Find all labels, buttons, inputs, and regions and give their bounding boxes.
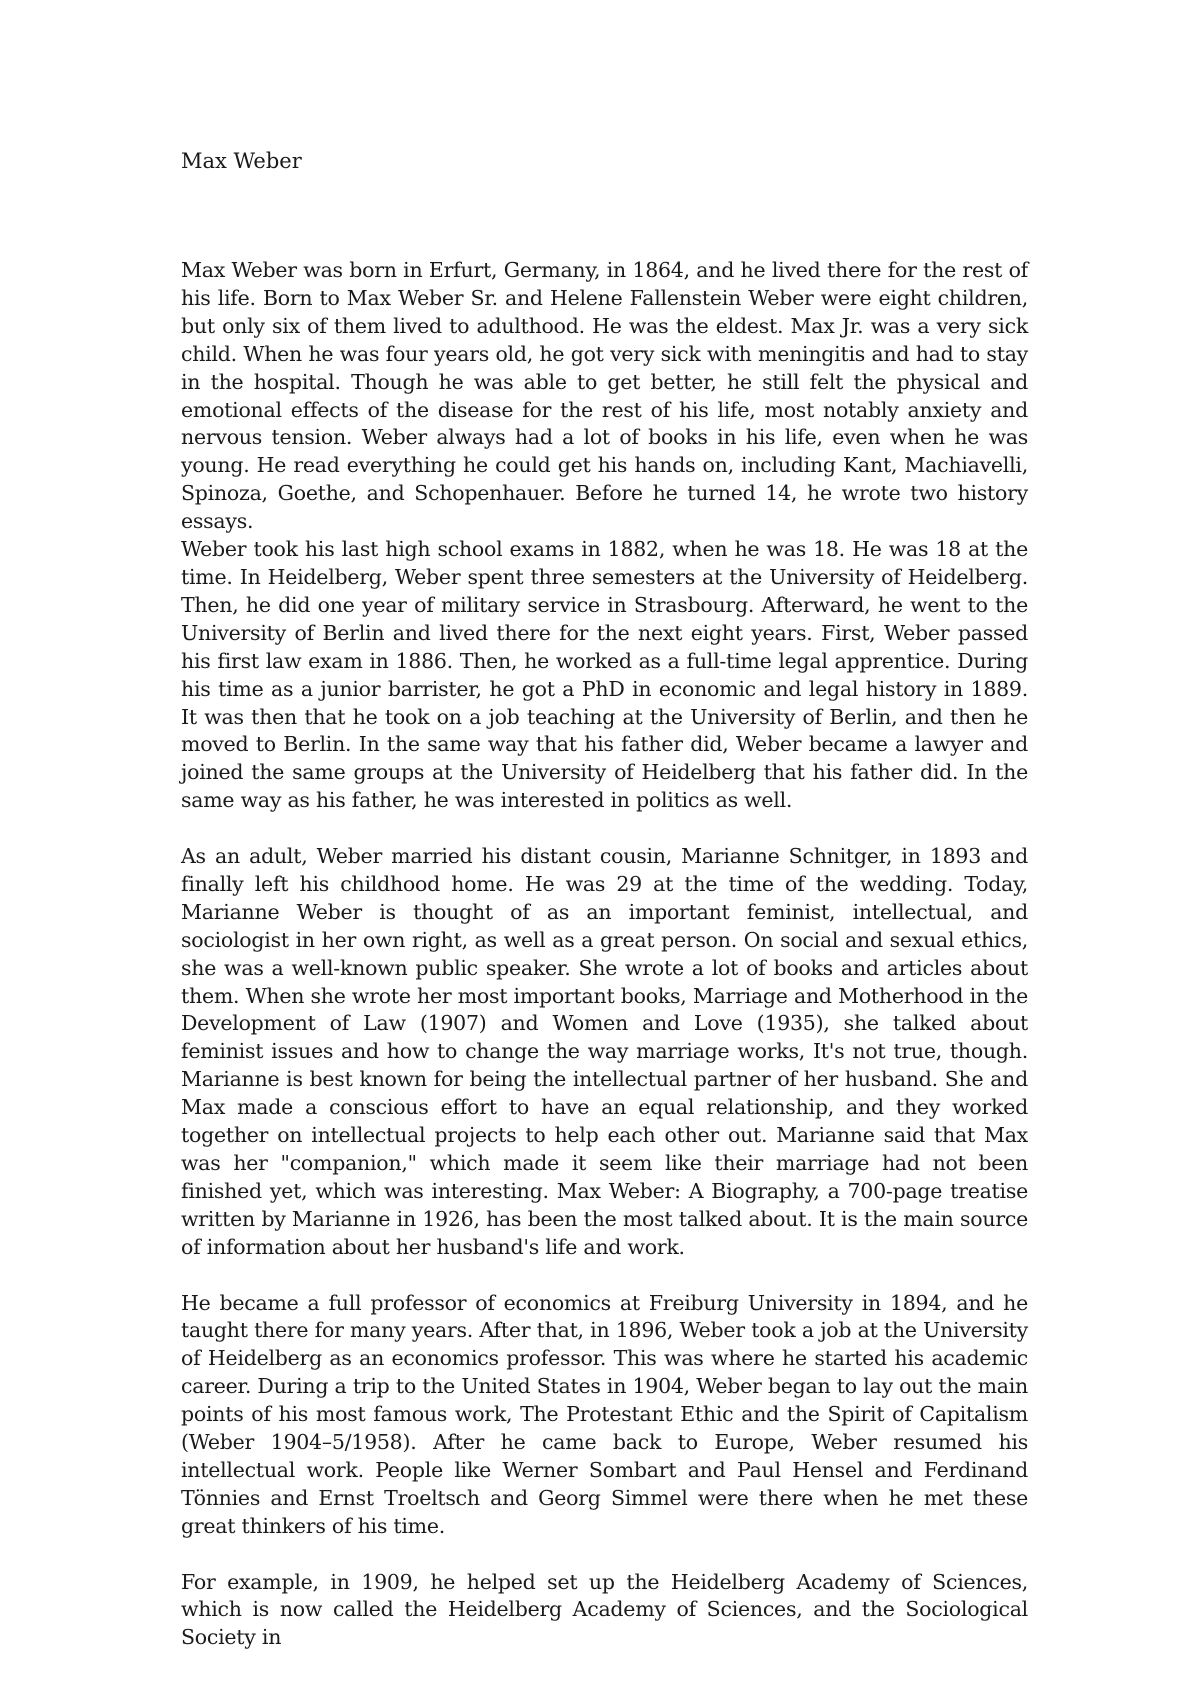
paragraph-professorship: He became a full professor of economics at Freiburg University in 1894, and he taught there for many years. After that, in 1896, Weber took a job at the University of Heidelberg as an economics professor. This was where he started his academic career. During a trip to the United States in 1904, Weber began to lay out the main points of his most famous work, The Protestant Ethic and the Spirit of Capitalism (Weber 1904–5/1958). After he came back to Europe, Weber resumed his intellectual work. People like Werner Sombart and Paul Hensel and Ferdinand Tönnies and Ernst Troeltsch and Georg Simmel were there when he met these great thinkers of his time. (181, 1290, 1028, 1538)
paragraph-heidelberg-academy: For example, in 1909, he helped set up the Heidelberg Academy of Sciences, which is now called the Heidelberg Academy of Sciences, and the Sociological Society in (181, 1569, 1028, 1650)
document-body (181, 257, 1028, 1652)
paragraph-education: Weber took his last high school exams in 1882, when he was 18. He was 18 at the time. In Heidelberg, Weber spent three semesters at the University of Heidelberg. Then, he did one year of military service in Strasbourg. Afterward, he went to the University of Berlin and lived there for the next eight years. First, Weber passed his first law exam in 1886. Then, he worked as a full-time legal apprentice. During his time as a junior barrister, he got a PhD in economic and legal history in 1889. It was then that he took on a job teaching at the University of Berlin, and then he moved to Berlin. In the same way that his father did, Weber became a lawyer and joined the same groups at the University of Heidelberg that his father did. In the same way as his father, he was interested in politics as well. (181, 537, 1028, 813)
document-title: Max Weber (181, 149, 302, 173)
paragraph-early-life: Max Weber was born in Erfurt, Germany, in 1864, and he lived there for the rest of his life. Born to Max Weber Sr. and Helene Fallenstein Weber were eight children, but only six of them lived to adulthood. He was the eldest. Max Jr. was a very sick child. When he was four years old, he got very sick with meningitis and had to stay in the hospital. Though he was able to get better, he still felt the physical and emotional effects of the disease for the rest of his life, most notably anxiety and nervous tension. Weber always had a lot of books in his life, even when he was young. He read everything he could get his hands on, including Kant, Machiavelli, Spinoza, Goethe, and Schopenhauer. Before he turned 14, he wrote two history essays. (181, 258, 1028, 534)
paragraph-marriage: As an adult, Weber married his distant cousin, Marianne Schnitger, in 1893 and finally left his childhood home. He was 29 at the time of the wedding. Today, Marianne Weber is thought of as an important feminist, intellectual, and sociologist in her own right, as well as a great person. On social and sexual ethics, she was a well-known public speaker. She wrote a lot of books and articles about them. When she wrote her most important books, Marriage and Motherhood in the Development of Law (1907) and Women and Love (1935), she talked about feminist issues and how to change the way marriage works, It's not true, though. Marianne is best known for being the intellectual partner of her husband. She and Max made a conscious effort to have an equal relationship, and they worked together on intellectual projects to help each other out. Marianne said that Max was her "companion," which made it seem like their marriage had not been finished yet, which was interesting. Max Weber: A Biography, a 700-page treatise written by Marianne in 1926, has been the most talked about. It is the main source of information about her husband's life and work. (181, 844, 1028, 1259)
